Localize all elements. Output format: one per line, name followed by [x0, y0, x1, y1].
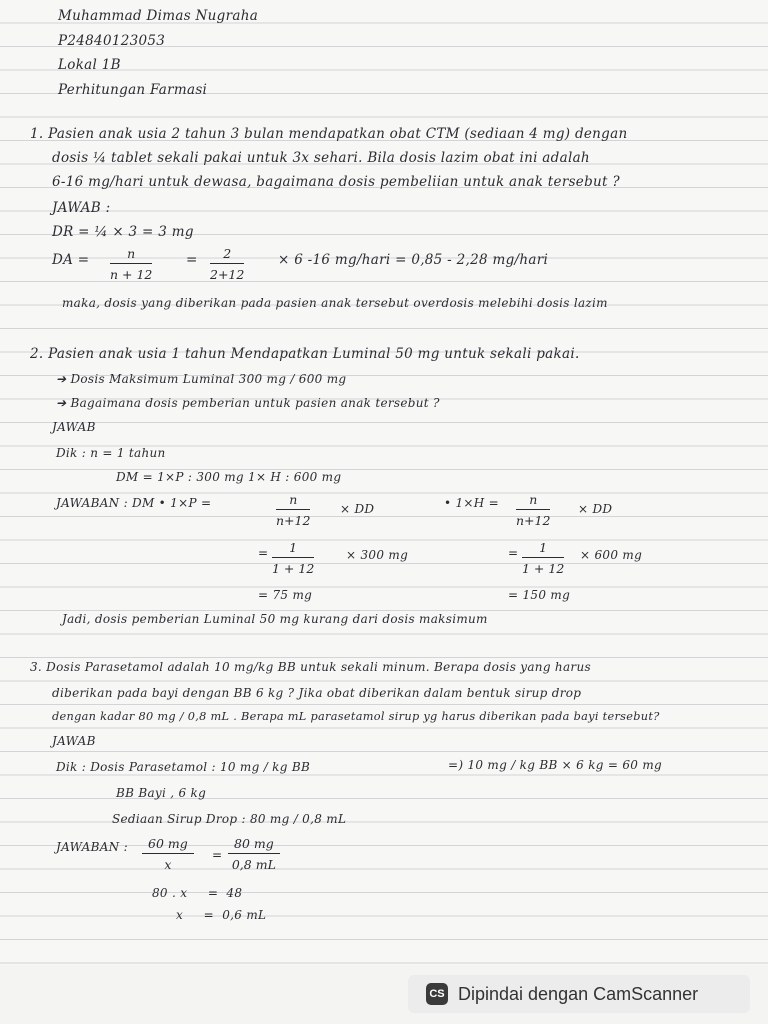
- q2-fraction-d-rest: × 600 mg: [580, 548, 643, 562]
- q3-eq: =: [212, 848, 223, 862]
- q3-fraction-e-num: 60 mg: [142, 836, 194, 854]
- q2-fraction-b-den: n+12: [516, 513, 551, 528]
- q2-conclusion: Jadi, dosis pemberian Luminal 50 mg kurang dari dosis maksimum: [62, 612, 488, 626]
- q1-dr: DR = ¼ × 3 = 3 mg: [52, 224, 194, 240]
- q1-line-1: 1. Pasien anak usia 2 tahun 3 bulan mendapatkan obat CTM (sediaan 4 mg) dengan: [30, 126, 628, 142]
- q1-fraction-1-den: n + 12: [110, 267, 153, 282]
- subject-title: Perhitungan Farmasi: [58, 82, 208, 98]
- q2-bullet-2: ➔ Bagaimana dosis pemberian untuk pasien anak tersebut ?: [56, 396, 440, 410]
- q2-h-label: • 1×H =: [444, 496, 500, 510]
- q3-answer-label: JAWABAN :: [56, 840, 128, 854]
- q2-result-1: = 75 mg: [258, 588, 313, 602]
- q2-fraction-c-rest: × 300 mg: [346, 548, 409, 562]
- q1-conclusion: maka, dosis yang diberikan pada pasien anak tersebut overdosis melebihi dosis lazim: [62, 296, 608, 310]
- q1-fraction-1-num: n: [110, 246, 152, 264]
- q2-fraction-a-den: n+12: [276, 513, 311, 528]
- q2-fraction-a-dd: × DD: [340, 502, 375, 516]
- q1-eq: =: [186, 252, 198, 268]
- student-id: P24840123053: [58, 33, 166, 49]
- q1-answer-heading: JAWAB :: [52, 200, 111, 216]
- q1-fraction-1: [110, 246, 152, 282]
- q3-step-1: 80 . x = 48: [152, 886, 243, 900]
- camscanner-watermark: [408, 975, 750, 1013]
- q3-fraction-f: [228, 836, 280, 872]
- q3-given-1-calc: =) 10 mg / kg BB × 6 kg = 60 mg: [448, 758, 662, 772]
- q1-da-result: × 6 -16 mg/hari = 0,85 - 2,28 mg/hari: [278, 252, 549, 268]
- q2-result-2: = 150 mg: [508, 588, 571, 602]
- q3-given-3: Sediaan Sirup Drop : 80 mg / 0,8 mL: [112, 812, 347, 826]
- q3-line-3: dengan kadar 80 mg / 0,8 mL . Berapa mL parasetamol sirup yg harus diberikan pada bayi tersebut?: [52, 710, 660, 723]
- q1-fraction-2-den: 2+12: [210, 267, 245, 282]
- q3-line-1: 3. Dosis Parasetamol adalah 10 mg/kg BB untuk sekali minum. Berapa dosis yang harus: [30, 660, 591, 674]
- q2-fraction-d-num: 1: [522, 540, 564, 558]
- q2-line-1: 2. Pasien anak usia 1 tahun Mendapatkan Luminal 50 mg untuk sekali pakai.: [30, 346, 580, 362]
- q2-fraction-c: [272, 540, 314, 576]
- q1-line-2: dosis ¼ tablet sekali pakai untuk 3x sehari. Bila dosis lazim obat ini adalah: [52, 150, 590, 166]
- q2-fraction-a: [276, 492, 310, 528]
- student-name: Muhammad Dimas Nugraha: [58, 8, 259, 24]
- q3-fraction-f-num: 80 mg: [228, 836, 280, 854]
- camscanner-logo-icon: CS: [426, 983, 448, 1005]
- q1-line-3: 6-16 mg/hari untuk dewasa, bagaimana dosis pembeliian untuk anak tersebut ?: [52, 174, 620, 190]
- q3-fraction-e: [142, 836, 194, 872]
- q2-fraction-c-den: 1 + 12: [272, 561, 315, 576]
- q2-given-1: Dik : n = 1 tahun: [56, 446, 166, 460]
- q2-answer-label: JAWABAN : DM • 1×P =: [56, 496, 212, 510]
- q2-fraction-c-num: 1: [272, 540, 314, 558]
- q3-fraction-f-den: 0,8 mL: [231, 857, 276, 872]
- q2-bullet-1: ➔ Dosis Maksimum Luminal 300 mg / 600 mg: [56, 372, 347, 386]
- q2-fraction-b-dd: × DD: [578, 502, 613, 516]
- camscanner-text: Dipindai dengan CamScanner: [458, 983, 699, 1004]
- q2-given-2: DM = 1×P : 300 mg 1× H : 600 mg: [116, 470, 342, 484]
- q3-step-2: x = 0,6 mL: [176, 908, 267, 922]
- q3-line-2: diberikan pada bayi dengan BB 6 kg ? Jika obat diberikan dalam bentuk sirup drop: [52, 686, 582, 700]
- q2-fraction-d-den: 1 + 12: [522, 561, 565, 576]
- q2-fraction-b-num: n: [516, 492, 550, 510]
- q3-fraction-e-den: x: [164, 857, 172, 872]
- q1-fraction-2-num: 2: [210, 246, 244, 264]
- q2-eq-2: =: [508, 546, 519, 560]
- q3-answer-heading: JAWAB: [52, 734, 96, 748]
- class-label: Lokal 1B: [58, 57, 121, 73]
- q1-da-label: DA =: [52, 252, 90, 268]
- q1-fraction-2: [210, 246, 244, 282]
- q3-given-1: Dik : Dosis Parasetamol : 10 mg / kg BB: [56, 760, 311, 774]
- q3-given-2: BB Bayi , 6 kg: [116, 786, 207, 800]
- q2-fraction-a-num: n: [276, 492, 310, 510]
- q2-answer-heading: JAWAB: [52, 420, 96, 434]
- q2-eq-1: =: [258, 546, 269, 560]
- q2-fraction-b: [516, 492, 550, 528]
- q2-fraction-d: [522, 540, 564, 576]
